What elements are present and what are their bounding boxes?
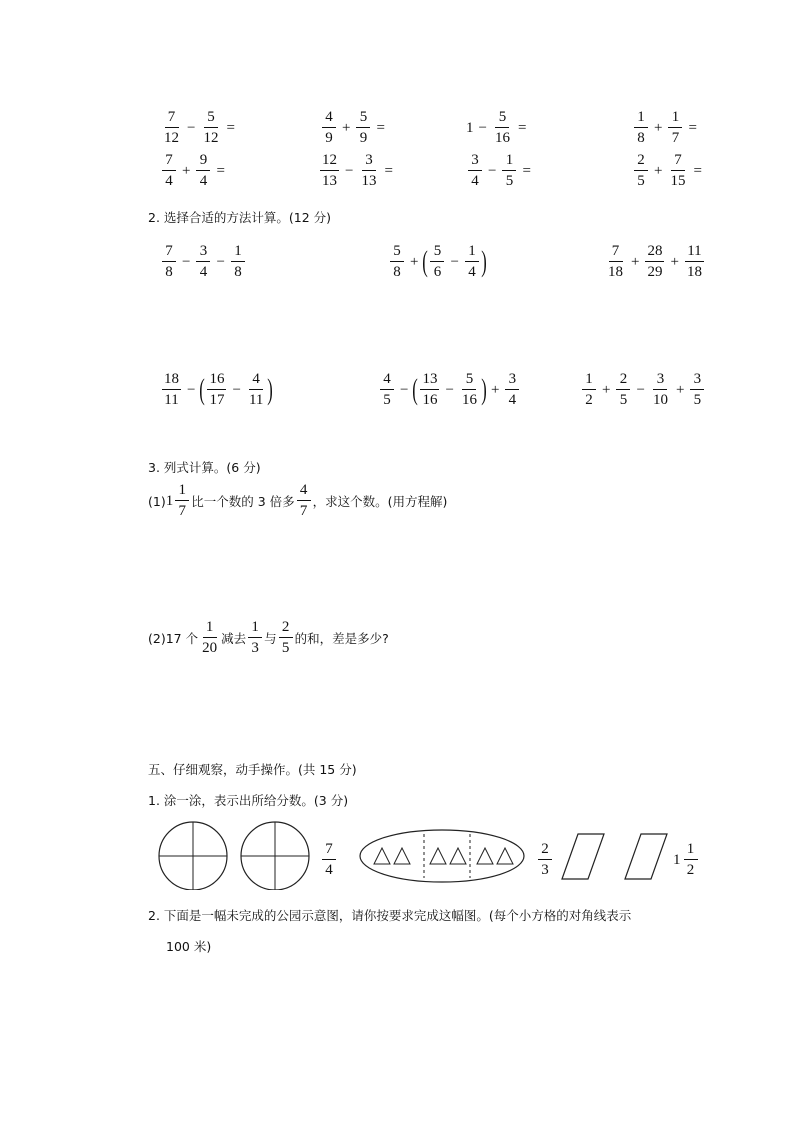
fraction: $\frac{1}{2}$ xyxy=(582,372,596,408)
fraction: $\frac{3}{4}$ xyxy=(505,372,519,408)
expr-r1-1: $\frac{7}{12}$ − $\frac{5}{12}$ = xyxy=(164,109,235,146)
section-5-q2-line-1: 2. 下面是一幅未完成的公园示意图，请你按要求完成这幅图。(每个小方格的对角线表示 xyxy=(148,908,632,923)
fraction: $\frac{5}{12}$ xyxy=(203,109,219,146)
q2-expr-2: $\frac{5}{8}$ + ( $\frac{5}{6}$ − $\frac{1}{4}$ ) xyxy=(388,244,487,280)
expr-r1-4: $\frac{1}{8}$ + $\frac{1}{7}$ = xyxy=(632,110,701,146)
fraction: $\frac{1}{20}$ xyxy=(202,619,218,656)
fraction: $\frac{1}{3}$ xyxy=(248,620,262,656)
question-3-title: 3. 列式计算。(6 分) xyxy=(148,460,261,475)
fraction: $\frac{4}{7}$ xyxy=(297,483,311,519)
fraction: $\frac{1}{7}$ xyxy=(175,483,189,519)
expr-r2-4: $\frac{2}{5}$ + $\frac{7}{15}$ = xyxy=(632,153,706,189)
fraction: $\frac{4}{11}$ xyxy=(248,371,264,408)
q3-part-1: (1) 1 $\frac{1}{7}$ 比一个数的 3 倍多 $\frac{4}{7}$ ，求这个数。(用方程解) xyxy=(148,482,448,519)
q3-part-2: (2)17 个 $\frac{1}{20}$ 减去 $\frac{1}{3}$ 与 $\frac{2}{5}$ 的和，差是多少? xyxy=(148,619,389,656)
expr-r1-2: $\frac{4}{9}$ + $\frac{5}{9}$ = xyxy=(320,110,389,146)
fraction: $\frac{7}{15}$ xyxy=(670,152,686,189)
fraction: $\frac{1}{7}$ xyxy=(668,110,682,146)
circle-quartered[interactable] xyxy=(241,822,309,890)
parallelogram[interactable] xyxy=(562,834,604,879)
fraction: $\frac{3}{4}$ xyxy=(468,153,482,189)
parallelogram[interactable] xyxy=(625,834,667,879)
circle-quartered[interactable] xyxy=(159,822,227,890)
expr-r2-3: $\frac{3}{4}$ − $\frac{1}{5}$ = xyxy=(466,153,535,189)
parallelogram-fraction: 1 $\frac{1}{2}$ xyxy=(673,842,700,878)
section-5-q1-title: 1. 涂一涂，表示出所给分数。(3 分) xyxy=(148,793,349,808)
fraction: $\frac{16}{17}$ xyxy=(209,371,225,408)
expr-r2-2: $\frac{12}{13}$ − $\frac{3}{13}$ = xyxy=(322,152,393,189)
fraction: $\frac{3}{13}$ xyxy=(361,152,377,189)
fraction: $\frac{1}{2}$ xyxy=(684,842,698,878)
fraction: $\frac{5}{8}$ xyxy=(390,244,404,280)
fraction: $\frac{5}{6}$ xyxy=(430,244,444,280)
fraction: $\frac{1}{4}$ xyxy=(465,244,479,280)
fraction: $\frac{1}{5}$ xyxy=(502,153,516,189)
triangles-fraction xyxy=(536,842,554,878)
fraction: $\frac{5}{16}$ xyxy=(461,371,477,408)
fraction: $\frac{12}{13}$ xyxy=(322,152,337,189)
fraction: $\frac{5}{9}$ xyxy=(356,110,370,146)
q2-expr-5: $\frac{4}{5}$ − ( $\frac{13}{16}$ − $\frac{5}{16}$ ) + $\frac{3}{4}$ xyxy=(378,372,521,408)
q2-expr-4: $\frac{18}{11}$ − ( $\frac{16}{17}$ − $\frac{4}{11}$ ) xyxy=(164,371,274,408)
fraction: $\frac{18}{11}$ xyxy=(164,371,179,408)
expr-r1-3: 1 − $\frac{5}{16}$ = xyxy=(466,109,527,146)
fraction: $\frac{3}{5}$ xyxy=(690,372,704,408)
fraction: $\frac{3}{10}$ xyxy=(652,371,668,408)
fraction: $\frac{3}{4}$ xyxy=(196,244,210,280)
q2-expr-1: $\frac{7}{8}$ − $\frac{3}{4}$ − $\frac{1}{8}$ xyxy=(160,244,247,280)
question-2-title: 2. 选择合适的方法计算。(12 分) xyxy=(148,210,332,225)
fraction: $\frac{1}{8}$ xyxy=(231,244,245,280)
expr-r2-1: $\frac{7}{4}$ + $\frac{9}{4}$ = xyxy=(160,153,229,189)
section-5-title: 五、仔细观察，动手操作。(共 15 分) xyxy=(148,762,357,777)
fraction: $\frac{2}{5}$ xyxy=(634,153,648,189)
circles-fraction xyxy=(320,842,338,878)
q2-expr-6: $\frac{1}{2}$ + $\frac{2}{5}$ − $\frac{3}{10}$ + $\frac{3}{5}$ xyxy=(580,372,706,408)
ellipse-triangles[interactable] xyxy=(360,830,524,882)
fraction: $\frac{7}{18}$ xyxy=(608,243,623,280)
fraction: $\frac{13}{16}$ xyxy=(422,371,438,408)
q2-expr-3: $\frac{7}{18}$ + $\frac{28}{29}$ + $\frac{11}{18}$ xyxy=(608,243,702,280)
fraction: $\frac{4}{5}$ xyxy=(380,372,394,408)
fraction: $\frac{1}{8}$ xyxy=(634,110,648,146)
section-5-q2-line-2: 100 米) xyxy=(166,939,212,954)
fraction: $\frac{9}{4}$ xyxy=(196,153,210,189)
shapes-figure xyxy=(150,818,670,890)
fraction: $\frac{11}{18}$ xyxy=(686,243,702,280)
fraction: $\frac{7}{4}$ xyxy=(322,842,336,878)
fraction: $\frac{2}{3}$ xyxy=(538,842,552,878)
fraction: $\frac{7}{4}$ xyxy=(162,153,176,189)
fraction: $\frac{28}{29}$ xyxy=(647,243,663,280)
fraction: $\frac{5}{16}$ xyxy=(494,109,510,146)
fraction: $\frac{2}{5}$ xyxy=(279,620,293,656)
fraction: $\frac{4}{9}$ xyxy=(322,110,336,146)
fraction: $\frac{7}{12}$ xyxy=(164,109,179,146)
fraction: $\frac{2}{5}$ xyxy=(616,372,630,408)
fraction: $\frac{7}{8}$ xyxy=(162,244,176,280)
